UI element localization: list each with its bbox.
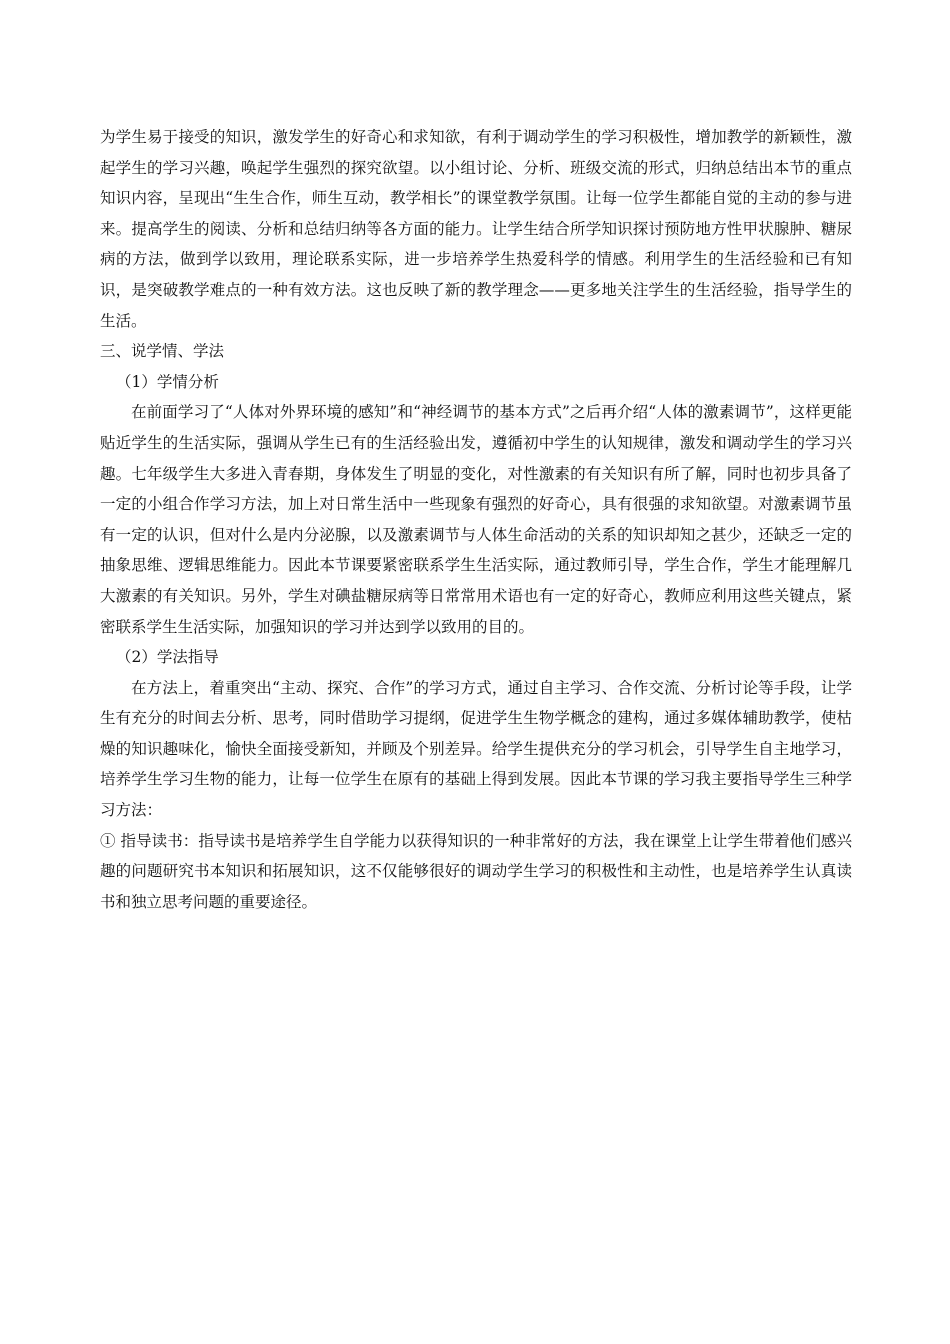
document-page <box>100 122 852 917</box>
method-guidance-paragraph: 在方法上，着重突出“主动、探究、合作”的学习方式，通过自主学习、合作交流、分析讨论等手段，让学生有充分的时间去分析、思考，同时借助学习提纲，促进学生生物学概念的建构，通过多媒体辅助教学，使枯燥的知识趣味化，愉快全面接受新知，并顾及个别差异。给学生提供充分的学习机会，引导学生自主地学习，培养学生学习生物的能力，让每一位学生在原有的基础上得到发展。因此本节课的学习我主要指导学生三种学习方法： <box>100 678 852 820</box>
learning-analysis-paragraph: 在前面学习了“人体对外界环境的感知”和“神经调节的基本方式”之后再介绍“人体的激素调节”，这样更能贴近学生的生活实际，强调从学生已有的生活经验出发，遵循初中学生的认知规律，激发和调动学生的学习兴趣。七年级学生大多进入青春期，身体发生了明显的变化，对性激素的有关知识有所了解，同时也初步具备了一定的小组合作学习方法，加上对日常生活中一些现象有强烈的好奇心，具有很强的求知欲望。对激素调节虽有一定的认识，但对什么是内分泌腺，以及激素调节与人体生命活动的关系的知识却知之甚少，还缺乏一定的抽象思维、逻辑思维能力。因此本节课要紧密联系学生生活实际，通过教师引导，学生合作，学生才能理解几大激素的有关知识。另外，学生对碘盐糖尿病等日常常用术语也有一定的好奇心，教师应利用这些关键点，紧密联系学生生活实际，加强知识的学习并达到学以致用的目的。 <box>100 403 852 636</box>
method-1-paragraph: ① 指导读书：指导读书是培养学生自学能力以获得知识的一种非常好的方法，我在课堂上让学生带着他们感兴趣的问题研究书本知识和拓展知识，这不仅能够很好的调动学生学习的积极性和主动性，也是培养学生认真读书和独立思考问题的重要途径。 <box>100 831 852 911</box>
intro-paragraph: 为学生易于接受的知识，激发学生的好奇心和求知欲，有利于调动学生的学习积极性，增加教学的新颖性，激起学生的学习兴趣，唤起学生强烈的探究欲望。以小组讨论、分析、班级交流的形式，归纳总结出本节的重点知识内容，呈现出“生生合作，师生互动，教学相长”的课堂教学氛围。让每一位学生都能自觉的主动的参与进来。提高学生的阅读、分析和总结归纳等各方面的能力。让学生结合所学知识探讨预防地方性甲状腺肿、糖尿病的方法，做到学以致用，理论联系实际，进一步培养学生热爱科学的情感。利用学生的生活经验和已有知识，是突破教学难点的一种有效方法。这也反映了新的教学理念——更多地关注学生的生活经验，指导学生的生活。 <box>100 128 852 330</box>
subheading-method-guidance: （2）学法指导 <box>116 648 219 667</box>
section-heading-3: 三、说学情、学法 <box>100 342 225 361</box>
subheading-learning-analysis: （1）学情分析 <box>116 372 219 391</box>
